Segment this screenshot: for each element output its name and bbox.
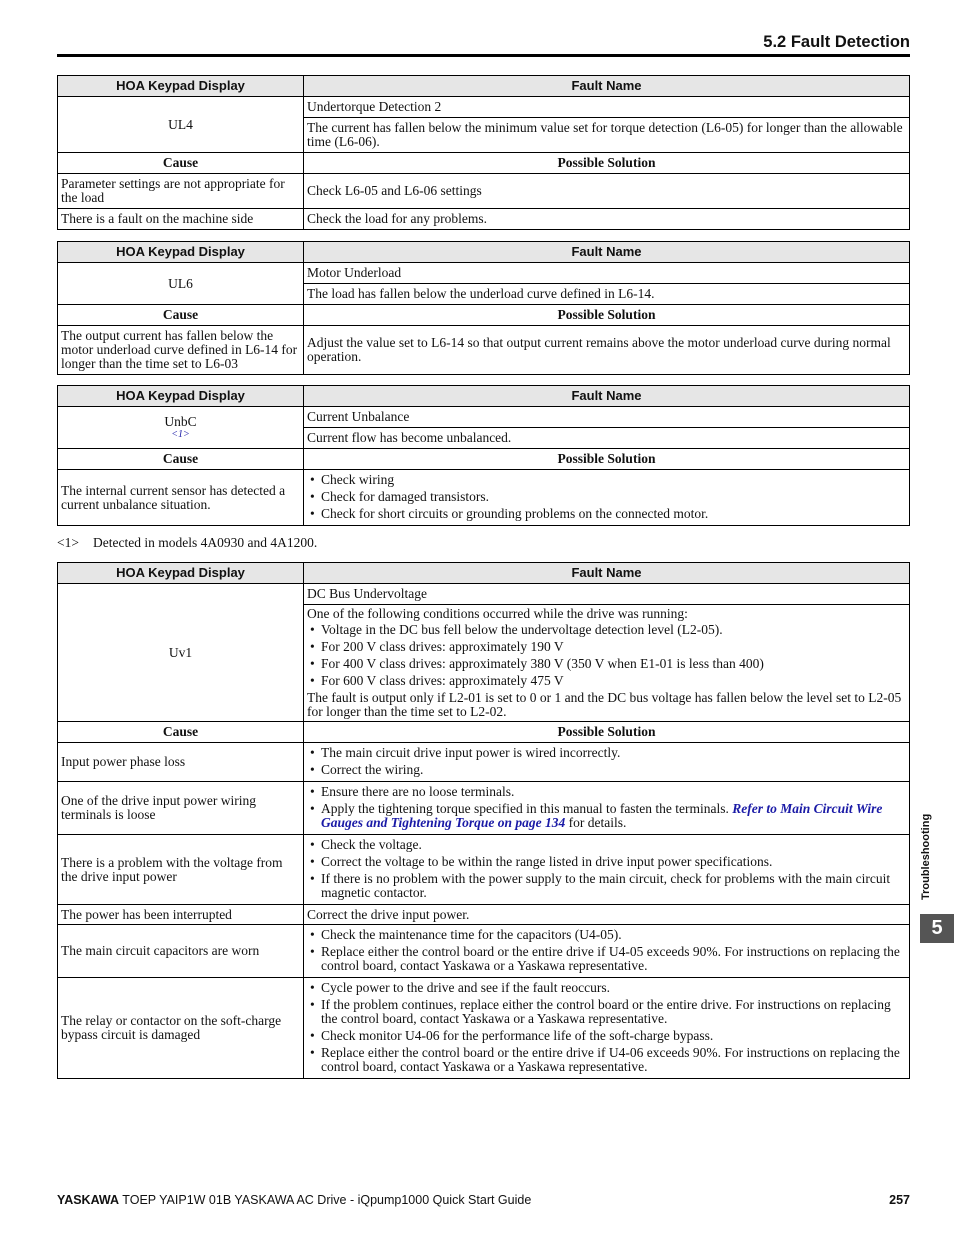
solution-cell — [304, 743, 910, 782]
fault-name: Motor Underload — [304, 263, 910, 284]
footnote-marker: <1> — [57, 535, 79, 550]
solution-item: • Check for short circuits or grounding problems on the connected motor. — [307, 507, 906, 521]
fault-code-cell — [58, 407, 304, 449]
solution-item: • Correct the voltage to be within the range listed in drive input power specifications. — [307, 855, 906, 869]
solution-item: • Check monitor U4-06 for the performance life of the soft-charge bypass. — [307, 1029, 906, 1043]
cause-cell: The internal current sensor has detected a current unbalance situation. — [58, 470, 304, 526]
column-header-hoa: HOA Keypad Display — [58, 386, 304, 407]
fault-name: DC Bus Undervoltage — [304, 584, 910, 605]
column-header-solution: Possible Solution — [304, 305, 910, 326]
cause-cell: The main circuit capacitors are worn — [58, 925, 304, 978]
fault-description — [304, 605, 910, 722]
solution-cell — [304, 835, 910, 905]
column-header-cause: Cause — [58, 153, 304, 174]
chapter-tab[interactable]: 5 — [920, 914, 954, 943]
cause-cell: The output current has fallen below the motor underload curve defined in L6-14 for longer than the time set to L6-03 — [58, 326, 304, 375]
solution-cell — [304, 978, 910, 1079]
fault-name: Current Unbalance — [304, 407, 910, 428]
cause-cell: One of the drive input power wiring terminals is loose — [58, 782, 304, 835]
solution-cell — [304, 782, 910, 835]
solution-cell: Adjust the value set to L6-14 so that output current remains above the motor underload curve during normal operation. — [304, 326, 910, 375]
cause-cell: There is a fault on the machine side — [58, 209, 304, 230]
solution-item: • If the problem continues, replace either the control board or the entire drive. For instructions on replacing the control board, contact Yaskawa or a Yaskawa representative. — [307, 998, 906, 1026]
fault-description: Current flow has become unbalanced. — [304, 428, 910, 449]
description-intro: One of the following conditions occurred while the drive was running: — [307, 606, 688, 621]
footer-text: TOEP YAIP1W 01B YASKAWA AC Drive - iQpump1000 Quick Start Guide — [119, 1193, 532, 1207]
fault-code: UL6 — [58, 263, 304, 305]
page-number: 257 — [889, 1193, 910, 1207]
description-item: • For 400 V class drives: approximately 380 V (350 V when E1-01 is less than 400) — [307, 657, 906, 671]
solution-cell: Check L6-05 and L6-06 settings — [304, 174, 910, 209]
solution-item: • Ensure there are no loose terminals. — [307, 785, 906, 799]
cause-cell: There is a problem with the voltage from the drive input power — [58, 835, 304, 905]
fault-table-uv1 — [57, 562, 910, 1079]
column-header-hoa: HOA Keypad Display — [58, 76, 304, 97]
fault-description: The load has fallen below the underload curve defined in L6-14. — [304, 284, 910, 305]
solution-item — [307, 802, 906, 830]
cross-reference-link[interactable]: Refer to Main Circuit Wire Gauges and Tightening Torque on page 134 — [321, 801, 883, 830]
fault-table-ul4 — [57, 75, 910, 230]
fault-description: The current has fallen below the minimum value set for torque detection (L6-05) for longer than the allowable time (L6-06). — [304, 118, 910, 153]
solution-text: for details. — [565, 815, 627, 830]
footnote-text: Detected in models 4A0930 and 4A1200. — [92, 535, 318, 550]
fault-code: UnbC — [164, 414, 197, 429]
column-header-solution: Possible Solution — [304, 153, 910, 174]
solution-item: • If there is no problem with the power supply to the main circuit, check for problems with the main circuit magnetic contactor. — [307, 872, 906, 900]
solution-item: • Check the maintenance time for the capacitors (U4-05). — [307, 928, 906, 942]
header-rule — [57, 54, 910, 57]
column-header-solution: Possible Solution — [304, 722, 910, 743]
footer — [57, 1193, 531, 1207]
cause-cell: The relay or contactor on the soft-charge bypass circuit is damaged — [58, 978, 304, 1079]
cause-cell: Parameter settings are not appropriate for the load — [58, 174, 304, 209]
solution-item: • The main circuit drive input power is wired incorrectly. — [307, 746, 906, 760]
column-header-hoa: HOA Keypad Display — [58, 563, 304, 584]
solution-item: • Check for damaged transistors. — [307, 490, 906, 504]
fault-name: Undertorque Detection 2 — [304, 97, 910, 118]
fault-table-unbc — [57, 385, 910, 526]
fault-table-ul6 — [57, 241, 910, 375]
column-header-cause: Cause — [58, 449, 304, 470]
description-item: • For 600 V class drives: approximately 475 V — [307, 674, 906, 688]
solution-item: • Replace either the control board or the entire drive if U4-06 exceeds 90%. For instructions on replacing the control board, contact Yaskawa or a Yaskawa representative. — [307, 1046, 906, 1074]
description-item: • For 200 V class drives: approximately 190 V — [307, 640, 906, 654]
solution-item: • Correct the wiring. — [307, 763, 906, 777]
column-header-hoa: HOA Keypad Display — [58, 242, 304, 263]
solution-cell: Check the load for any problems. — [304, 209, 910, 230]
solution-cell — [304, 925, 910, 978]
footnote-link[interactable]: <1> — [171, 429, 190, 440]
solution-item: • Check wiring — [307, 473, 906, 487]
column-header-fault-name: Fault Name — [304, 242, 910, 263]
solution-item: • Check the voltage. — [307, 838, 906, 852]
footnote — [57, 535, 317, 551]
fault-code: UL4 — [58, 97, 304, 153]
column-header-cause: Cause — [58, 305, 304, 326]
column-header-fault-name: Fault Name — [304, 563, 910, 584]
footer-brand: YASKAWA — [57, 1193, 120, 1207]
solution-cell — [304, 470, 910, 526]
cause-cell: The power has been interrupted — [58, 905, 304, 925]
column-header-cause: Cause — [58, 722, 304, 743]
chapter-side-label-text: Troubleshooting — [920, 813, 932, 900]
fault-code: Uv1 — [58, 584, 304, 722]
solution-item: • Replace either the control board or the entire drive if U4-05 exceeds 90%. For instructions on replacing the control board, contact Yaskawa or a Yaskawa representative. — [307, 945, 906, 973]
column-header-fault-name: Fault Name — [304, 386, 910, 407]
section-title: 5.2 Fault Detection — [763, 33, 910, 51]
description-outro: The fault is output only if L2-01 is set to 0 or 1 and the DC bus voltage has fallen below the level set to L2-05 for longer than the time set to L2-02. — [307, 690, 902, 719]
column-header-fault-name: Fault Name — [304, 76, 910, 97]
cause-cell: Input power phase loss — [58, 743, 304, 782]
description-item: • Voltage in the DC bus fell below the undervoltage detection level (L2-05). — [307, 623, 906, 637]
column-header-solution: Possible Solution — [304, 449, 910, 470]
solution-text: Apply the tightening torque specified in this manual to fasten the terminals. — [321, 801, 733, 816]
solution-cell: Correct the drive input power. — [304, 905, 910, 925]
solution-item: • Cycle power to the drive and see if the fault reoccurs. — [307, 981, 906, 995]
